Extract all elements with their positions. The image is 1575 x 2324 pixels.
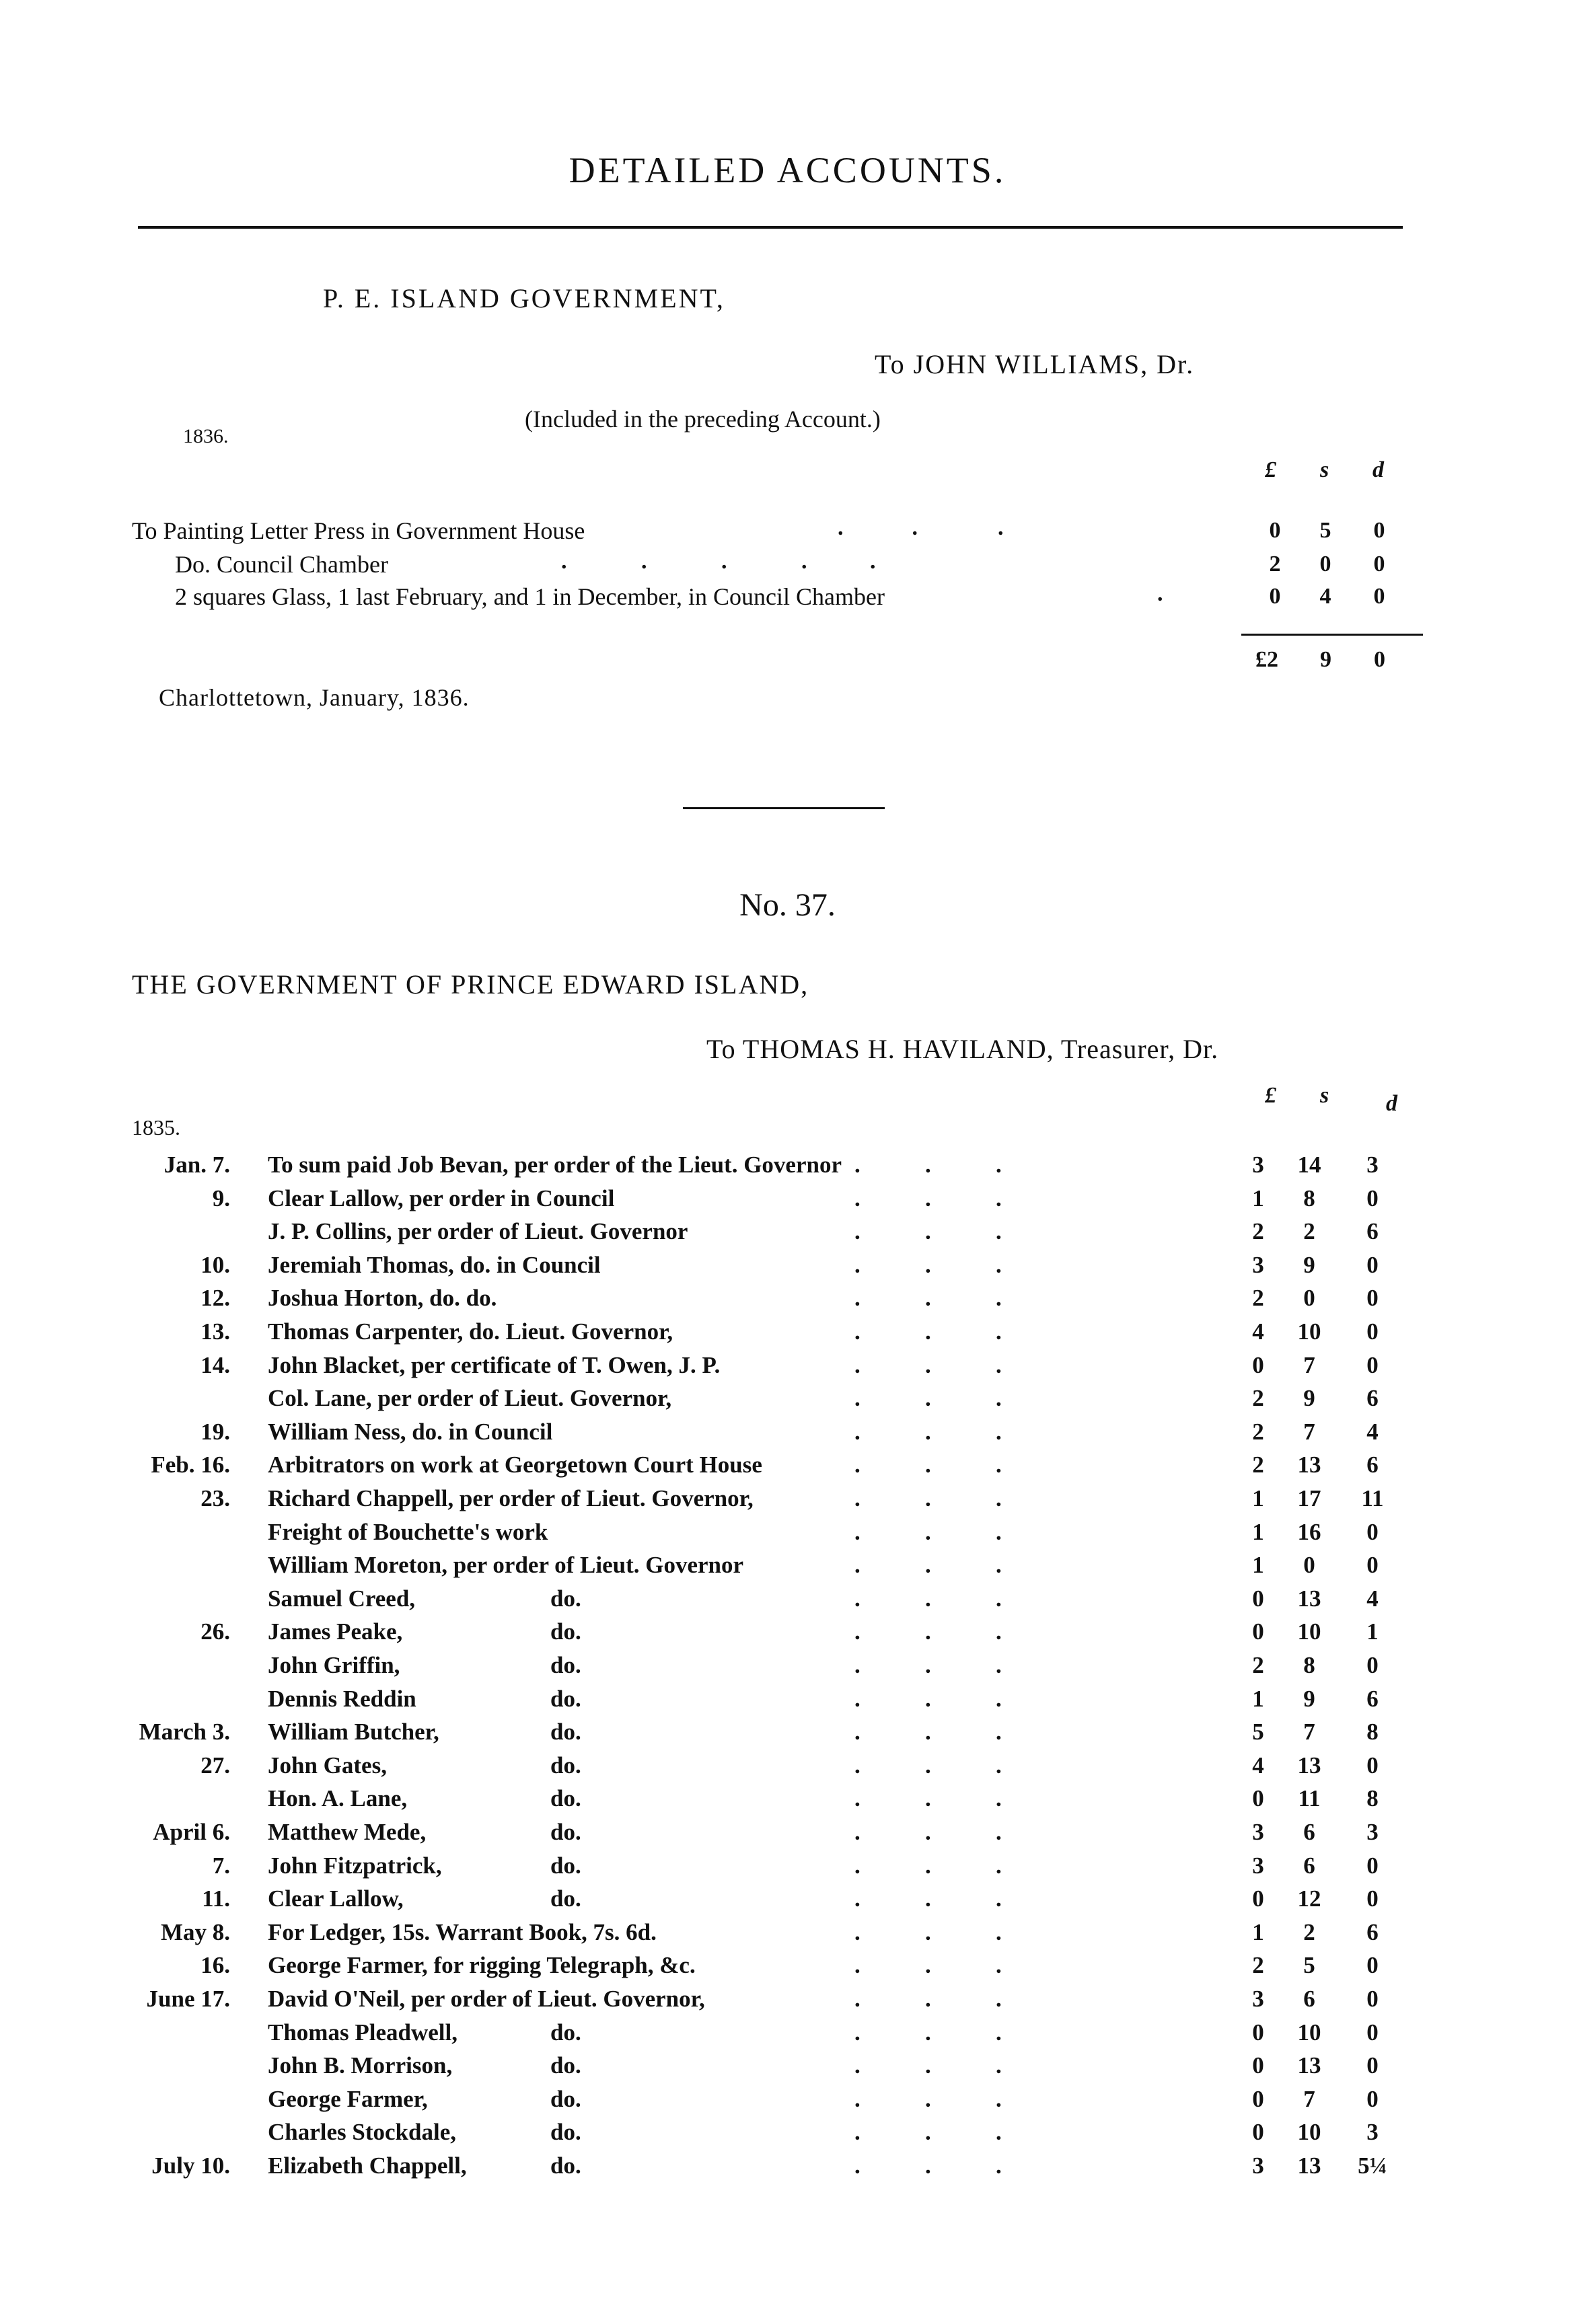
leader-dots: . . . — [854, 1652, 1002, 1678]
row-date: March 3. — [139, 1719, 230, 1746]
leader-dots: . . . — [854, 2152, 1002, 2179]
row-pounds: 0 — [1252, 2119, 1264, 2146]
leader-dots: . . . — [854, 1885, 1002, 1912]
row-date: July 10. — [151, 2152, 230, 2179]
row-description: Charles Stockdale, — [268, 2119, 456, 2146]
account1-note: (Included in the preceding Account.) — [525, 406, 881, 433]
leader-dots: . . . — [854, 1685, 1002, 1712]
row-pence: 8 — [1366, 1719, 1379, 1746]
leader-dots: . . . — [854, 1485, 1002, 1511]
leader-dots: . . . — [854, 1986, 1002, 2012]
row-ditto: do. — [550, 1652, 581, 1678]
account2-debtor: THE GOVERNMENT OF PRINCE EDWARD ISLAND, — [132, 969, 809, 1000]
row-description: Col. Lane, per order of Lieut. Governor, — [268, 1385, 672, 1412]
row-pence: 6 — [1366, 1918, 1379, 1945]
row-date: 14. — [200, 1351, 230, 1378]
row-pounds: 1 — [1252, 1518, 1264, 1545]
row-pence: 3 — [1366, 1819, 1379, 1845]
account1-item-shillings: 0 — [1319, 552, 1331, 576]
row-shillings: 13 — [1297, 1752, 1321, 1778]
row-pence: 0 — [1366, 1952, 1379, 1979]
row-shillings: 7 — [1303, 2085, 1315, 2112]
row-date: 16. — [200, 1952, 230, 1979]
table-row — [0, 2119, 1575, 2152]
account1-item-pence: 0 — [1373, 584, 1385, 609]
row-pounds: 2 — [1252, 1285, 1264, 1312]
row-pence: 0 — [1366, 1752, 1379, 1778]
row-shillings: 17 — [1297, 1485, 1321, 1511]
row-shillings: 0 — [1303, 1285, 1315, 1312]
leader-dots: . . . — [854, 1852, 1002, 1879]
row-shillings: 10 — [1297, 2019, 1321, 2046]
account2-creditor: To THOMAS H. HAVILAND, Treasurer, Dr. — [706, 1034, 1219, 1064]
row-date: Feb. 16. — [151, 1452, 230, 1478]
row-pounds: 3 — [1252, 1152, 1264, 1178]
row-description: James Peake, — [268, 1618, 403, 1645]
row-description: William Ness, do. in Council — [268, 1418, 553, 1445]
table-row — [0, 1485, 1575, 1519]
row-description: To sum paid Job Bevan, per order of the Lieut. Governor — [268, 1152, 842, 1178]
row-ditto: do. — [550, 1719, 581, 1746]
leader-dots: . . . — [854, 1585, 1002, 1612]
account1-item-pounds: 2 — [1269, 552, 1281, 576]
row-pence: 0 — [1366, 1652, 1379, 1678]
table-row — [0, 1618, 1575, 1652]
row-description: Jeremiah Thomas, do. in Council — [268, 1251, 601, 1278]
row-date: 7. — [212, 1852, 230, 1879]
row-pounds: 0 — [1252, 1618, 1264, 1645]
row-shillings: 6 — [1303, 1819, 1315, 1845]
row-description: John B. Morrison, — [268, 2052, 453, 2079]
row-date: 27. — [200, 1752, 230, 1778]
table-row — [0, 1218, 1575, 1252]
row-pence: 4 — [1366, 1418, 1379, 1445]
row-pence: 0 — [1366, 1185, 1379, 1211]
leader-dots: . . . — [854, 1418, 1002, 1445]
row-ditto: do. — [550, 1752, 581, 1778]
row-description: Clear Lallow, — [268, 1885, 404, 1912]
row-ditto: do. — [550, 1585, 581, 1612]
row-pence: 0 — [1366, 2052, 1379, 2079]
row-shillings: 8 — [1303, 1185, 1315, 1211]
table-row — [0, 1585, 1575, 1619]
table-row — [0, 2152, 1575, 2186]
row-shillings: 13 — [1297, 1585, 1321, 1612]
table-row — [0, 1885, 1575, 1919]
row-pence: 3 — [1366, 2119, 1379, 2146]
row-pence: 0 — [1366, 2019, 1379, 2046]
row-pence: 0 — [1366, 1318, 1379, 1345]
row-description: George Farmer, — [268, 2085, 428, 2112]
row-pounds: 0 — [1252, 2085, 1264, 2112]
account1-place-date: Charlottetown, January, 1836. — [159, 684, 470, 711]
row-pounds: 5 — [1252, 1719, 1264, 1746]
row-pounds: 2 — [1252, 1452, 1264, 1478]
row-pence: 4 — [1366, 1585, 1379, 1612]
row-shillings: 9 — [1303, 1385, 1315, 1412]
account2-pounds-header: £ — [1265, 1083, 1276, 1108]
row-shillings: 5 — [1303, 1952, 1315, 1979]
row-ditto: do. — [550, 1685, 581, 1712]
account1-item-shillings: 5 — [1319, 518, 1331, 543]
row-description: Thomas Pleadwell, — [268, 2019, 457, 2046]
row-date: June 17. — [146, 1986, 230, 2012]
account1-total-shillings: 9 — [1320, 647, 1331, 672]
section-divider — [683, 807, 885, 809]
row-pence: 0 — [1366, 1852, 1379, 1879]
row-date: May 8. — [160, 1918, 230, 1945]
row-pounds: 2 — [1252, 1418, 1264, 1445]
row-shillings: 7 — [1303, 1719, 1315, 1746]
table-row — [0, 2086, 1575, 2120]
row-description: John Griffin, — [268, 1652, 400, 1678]
leader-dots: . . . — [854, 1518, 1002, 1545]
table-row — [0, 2052, 1575, 2086]
table-row — [0, 2019, 1575, 2053]
leader-dots: . . . — [854, 1918, 1002, 1945]
leader-dots: . . . — [854, 2085, 1002, 2112]
row-pence: 0 — [1366, 1251, 1379, 1278]
row-shillings: 7 — [1303, 1418, 1315, 1445]
row-pounds: 0 — [1252, 1351, 1264, 1378]
account1-total-pounds: £2 — [1255, 647, 1278, 672]
row-description: Joshua Horton, do. do. — [268, 1285, 497, 1312]
row-description: Matthew Mede, — [268, 1819, 427, 1845]
row-description: Richard Chappell, per order of Lieut. Governor, — [268, 1485, 754, 1511]
leader-dots: . . . — [854, 2119, 1002, 2146]
table-row — [0, 1152, 1575, 1185]
leader-dots: . . . — [854, 1552, 1002, 1579]
row-date: 26. — [200, 1618, 230, 1645]
row-pounds: 2 — [1252, 1385, 1264, 1412]
row-pounds: 1 — [1252, 1185, 1264, 1211]
leader-dots: . . . — [854, 2052, 1002, 2079]
row-description: Hon. A. Lane, — [268, 1785, 408, 1812]
row-shillings: 12 — [1297, 1885, 1321, 1912]
account1-item-text: Do. Council Chamber — [175, 551, 388, 578]
row-ditto: do. — [550, 2085, 581, 2112]
table-row — [0, 1452, 1575, 1485]
row-description: William Butcher, — [268, 1719, 439, 1746]
row-ditto: do. — [550, 1885, 581, 1912]
row-pence: 0 — [1366, 1552, 1379, 1579]
leader-dots: . . . — [854, 1819, 1002, 1845]
account1-item-pounds: 0 — [1269, 584, 1281, 609]
row-pounds: 3 — [1252, 1251, 1264, 1278]
leader-dots: . . . — [854, 1185, 1002, 1211]
leader-dots: . . . — [854, 1318, 1002, 1345]
table-row — [0, 1785, 1575, 1819]
row-ditto: do. — [550, 1618, 581, 1645]
row-pence: 0 — [1366, 1285, 1379, 1312]
row-shillings: 10 — [1297, 2119, 1321, 2146]
row-description: Dennis Reddin — [268, 1685, 416, 1712]
account1-item-text: 2 squares Glass, 1 last February, and 1 in December, in Council Chamber — [175, 583, 885, 610]
row-shillings: 2 — [1303, 1218, 1315, 1245]
row-pounds: 0 — [1252, 2052, 1264, 2079]
row-pounds: 4 — [1252, 1318, 1264, 1345]
row-description: William Moreton, per order of Lieut. Governor — [268, 1552, 744, 1579]
account1-item-pence: 0 — [1373, 552, 1385, 576]
row-ditto: do. — [550, 1819, 581, 1845]
row-pounds: 0 — [1252, 1885, 1264, 1912]
row-shillings: 6 — [1303, 1986, 1315, 2012]
row-date: 13. — [200, 1318, 230, 1345]
leader-dots: . . . — [854, 1618, 1002, 1645]
row-pence: 3 — [1366, 1152, 1379, 1178]
row-description: John Fitzpatrick, — [268, 1852, 442, 1879]
row-description: Thomas Carpenter, do. Lieut. Governor, — [268, 1318, 673, 1345]
row-description: Samuel Creed, — [268, 1585, 416, 1612]
row-shillings: 6 — [1303, 1852, 1315, 1879]
row-date: 9. — [212, 1185, 230, 1211]
row-pence: 0 — [1366, 1986, 1379, 2012]
row-shillings: 9 — [1303, 1685, 1315, 1712]
row-description: J. P. Collins, per order of Lieut. Governor — [268, 1218, 688, 1245]
table-row — [0, 1852, 1575, 1886]
account1-pounds-header: £ — [1265, 457, 1276, 482]
row-pounds: 0 — [1252, 1585, 1264, 1612]
leader-dots: . . . — [854, 1752, 1002, 1778]
leader-dots: . . . — [854, 1251, 1002, 1278]
table-row — [0, 1285, 1575, 1318]
row-pounds: 1 — [1252, 1685, 1264, 1712]
row-date: 10. — [200, 1251, 230, 1278]
table-row — [0, 1552, 1575, 1585]
row-shillings: 9 — [1303, 1251, 1315, 1278]
leader-dots: . . . — [854, 1285, 1002, 1312]
row-pounds: 0 — [1252, 1785, 1264, 1812]
row-ditto: do. — [550, 2119, 581, 2146]
account1-pence-header: d — [1372, 457, 1384, 482]
row-pence: 6 — [1366, 1685, 1379, 1712]
row-shillings: 10 — [1297, 1618, 1321, 1645]
row-pounds: 1 — [1252, 1552, 1264, 1579]
account2-pence-header: d — [1386, 1091, 1397, 1116]
leader-dots: . . . — [854, 1719, 1002, 1746]
table-row — [0, 1652, 1575, 1686]
row-description: Elizabeth Chappell, — [268, 2152, 467, 2179]
leader-dots: . . . — [854, 1785, 1002, 1812]
row-description: Clear Lallow, per order in Council — [268, 1185, 615, 1211]
table-row — [0, 1819, 1575, 1852]
table-row — [0, 1352, 1575, 1386]
account1-total-rule — [1241, 634, 1423, 636]
account1-total-pence: 0 — [1374, 647, 1385, 672]
table-row — [0, 1686, 1575, 1719]
table-row — [0, 1385, 1575, 1419]
page-title: DETAILED ACCOUNTS. — [569, 150, 1006, 190]
row-ditto: do. — [550, 2152, 581, 2179]
row-description: Arbitrators on work at Georgetown Court House — [268, 1452, 762, 1478]
leader-dots: . . . — [854, 1385, 1002, 1412]
row-shillings: 16 — [1297, 1518, 1321, 1545]
table-row — [0, 1919, 1575, 1953]
row-pounds: 1 — [1252, 1918, 1264, 1945]
account1-year: 1836. — [183, 425, 229, 447]
row-date: Jan. 7. — [163, 1152, 230, 1178]
row-pence: 0 — [1366, 2085, 1379, 2112]
row-description: Freight of Bouchette's work — [268, 1518, 548, 1545]
row-shillings: 13 — [1297, 2152, 1321, 2179]
row-pounds: 3 — [1252, 1819, 1264, 1845]
row-pence: 0 — [1366, 1518, 1379, 1545]
row-date: 11. — [202, 1885, 230, 1912]
account2-year: 1835. — [132, 1115, 180, 1139]
table-row — [0, 1719, 1575, 1752]
row-shillings: 13 — [1297, 1452, 1321, 1478]
row-pounds: 2 — [1252, 1952, 1264, 1979]
row-description: David O'Neil, per order of Lieut. Governor, — [268, 1986, 705, 2012]
table-row — [0, 1185, 1575, 1219]
row-pence: 0 — [1366, 1351, 1379, 1378]
row-pounds: 2 — [1252, 1218, 1264, 1245]
leader-dots: . . . — [854, 1218, 1002, 1245]
row-pounds: 3 — [1252, 1852, 1264, 1879]
row-pounds: 0 — [1252, 2019, 1264, 2046]
account1-item-text: To Painting Letter Press in Government House — [132, 517, 585, 544]
leader-dots: . . . — [854, 1452, 1002, 1478]
table-row — [0, 1318, 1575, 1352]
table-row — [0, 1986, 1575, 2019]
row-ditto: do. — [550, 1852, 581, 1879]
table-row — [0, 1519, 1575, 1552]
row-shillings: 13 — [1297, 2052, 1321, 2079]
leader-dots: . . . — [854, 1952, 1002, 1979]
row-shillings: 7 — [1303, 1351, 1315, 1378]
leader-dots: . . . — [854, 2019, 1002, 2046]
row-pence: 6 — [1366, 1385, 1379, 1412]
row-pounds: 1 — [1252, 1485, 1264, 1511]
row-pence: 8 — [1366, 1785, 1379, 1812]
account-number: No. 37. — [739, 887, 836, 923]
leader-dots: . . . — [854, 1152, 1002, 1178]
row-pounds: 2 — [1252, 1652, 1264, 1678]
row-ditto: do. — [550, 2019, 581, 2046]
table-row — [0, 1252, 1575, 1285]
account1-debtor: P. E. ISLAND GOVERNMENT, — [323, 283, 725, 313]
account2-shillings-header: s — [1320, 1083, 1329, 1108]
row-ditto: do. — [550, 2052, 581, 2079]
row-pence: 5¼ — [1358, 2152, 1387, 2179]
row-pence: 6 — [1366, 1218, 1379, 1245]
table-row — [0, 1419, 1575, 1452]
row-pence: 1 — [1366, 1618, 1379, 1645]
row-date: 23. — [200, 1485, 230, 1511]
account1-shillings-header: s — [1320, 457, 1329, 482]
row-date: 12. — [200, 1285, 230, 1312]
row-shillings: 2 — [1303, 1918, 1315, 1945]
account1-item-pence: 0 — [1373, 518, 1385, 543]
row-pence: 6 — [1366, 1452, 1379, 1478]
row-pence: 0 — [1366, 1885, 1379, 1912]
row-shillings: 10 — [1297, 1318, 1321, 1345]
row-shillings: 11 — [1298, 1785, 1321, 1812]
table-row — [0, 1952, 1575, 1986]
row-date: 19. — [200, 1418, 230, 1445]
top-rule — [138, 226, 1403, 229]
account1-item-pounds: 0 — [1269, 518, 1281, 543]
row-shillings: 14 — [1297, 1152, 1321, 1178]
row-description: John Blacket, per certificate of T. Owen, J. P. — [268, 1351, 721, 1378]
row-pounds: 3 — [1252, 2152, 1264, 2179]
row-pence: 11 — [1361, 1485, 1384, 1511]
row-description: For Ledger, 15s. Warrant Book, 7s. 6d. — [268, 1918, 657, 1945]
row-ditto: do. — [550, 1785, 581, 1812]
row-date: April 6. — [153, 1819, 230, 1845]
account1-creditor: To JOHN WILLIAMS, Dr. — [875, 349, 1195, 379]
row-pounds: 4 — [1252, 1752, 1264, 1778]
row-description: George Farmer, for rigging Telegraph, &c. — [268, 1952, 696, 1979]
row-shillings: 8 — [1303, 1652, 1315, 1678]
account1-item-shillings: 4 — [1319, 584, 1331, 609]
row-pounds: 3 — [1252, 1986, 1264, 2012]
row-description: John Gates, — [268, 1752, 387, 1778]
table-row — [0, 1752, 1575, 1786]
leader-dots: . . . — [854, 1351, 1002, 1378]
row-shillings: 0 — [1303, 1552, 1315, 1579]
